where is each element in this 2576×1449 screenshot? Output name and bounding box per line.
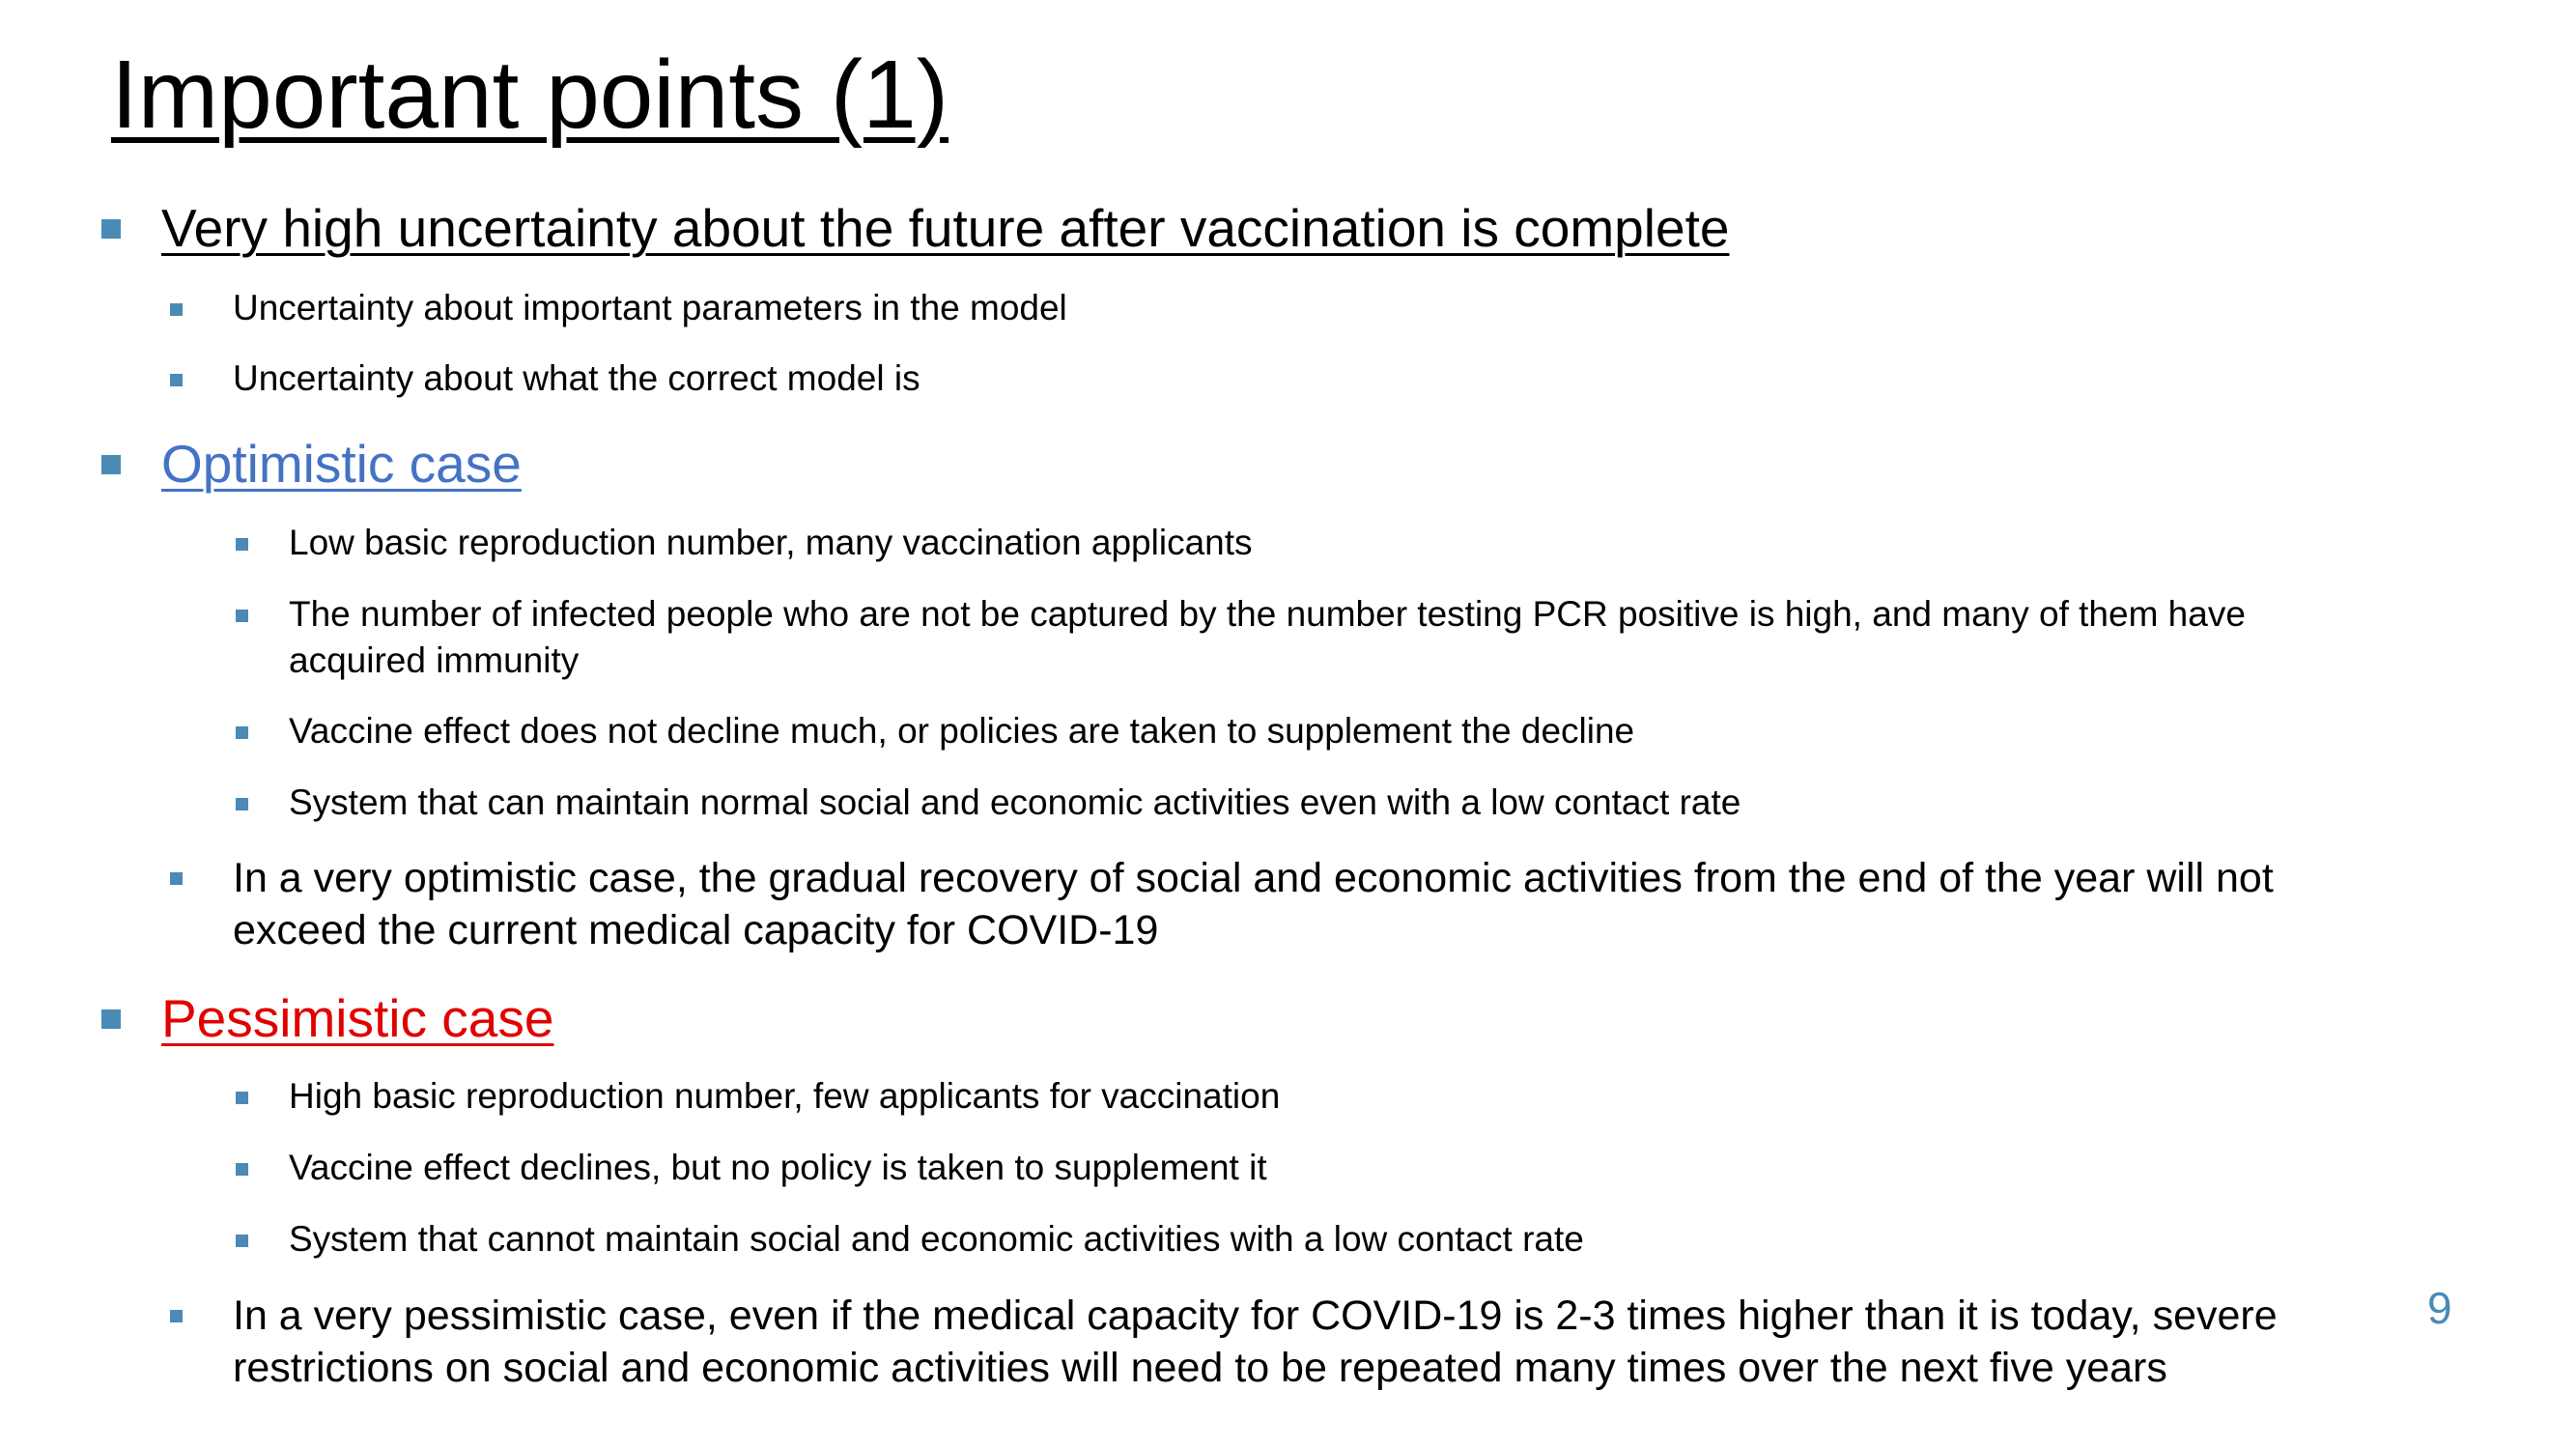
list-item-text: System that cannot maintain social and economic activities with a low contact rate (289, 1219, 1584, 1259)
pessimistic-summary-line2: restrictions on social and economic activities will need to be repeated many times over the next five years (233, 1345, 2167, 1391)
heading-uncertainty-text: Very high uncertainty about the future after vaccination is complete (161, 198, 1730, 258)
square-bullet-icon (236, 798, 248, 810)
square-bullet-icon (170, 872, 183, 885)
list-item-text: Uncertainty about important parameters in the model (233, 288, 1067, 327)
square-bullet-icon (170, 1310, 183, 1322)
list-item-text: Vaccine effect does not decline much, or policies are taken to supplement the decline (289, 711, 1635, 751)
square-bullet-icon (170, 303, 183, 316)
heading-pessimistic-text: Pessimistic case (161, 988, 554, 1048)
slide-title: Important points (1) (111, 41, 949, 149)
list-item-text: System that can maintain normal social and economic activities even with a low contact rate (289, 782, 1741, 822)
square-bullet-icon (236, 610, 248, 622)
list-item-text: Vaccine effect declines, but no policy is taken to supplement it (289, 1148, 1267, 1187)
square-bullet-icon (236, 1163, 248, 1176)
optimistic-summary-line2: exceed the current medical capacity for COVID-19 (233, 907, 1159, 953)
list-item-text: acquired immunity (289, 640, 580, 680)
square-bullet-icon (101, 455, 121, 474)
list-item-text: The number of infected people who are not be captured by the number testing PCR positive is high, and many of them have (289, 594, 2246, 634)
optimistic-summary-line1: In a very optimistic case, the gradual recovery of social and economic activities from the end of the year will not (233, 855, 2274, 901)
square-bullet-icon (236, 538, 248, 551)
square-bullet-icon (236, 1235, 248, 1247)
square-bullet-icon (101, 219, 121, 239)
list-item-text: Uncertainty about what the correct model is (233, 358, 920, 398)
pessimistic-summary-line1: In a very pessimistic case, even if the medical capacity for COVID-19 is 2-3 times higher than it is today, severe (233, 1293, 2278, 1339)
square-bullet-icon (236, 1092, 248, 1104)
list-item-text: High basic reproduction number, few applicants for vaccination (289, 1076, 1281, 1116)
list-item-text: Low basic reproduction number, many vaccination applicants (289, 523, 1253, 562)
square-bullet-icon (170, 374, 183, 386)
heading-optimistic-text: Optimistic case (161, 434, 522, 494)
square-bullet-icon (101, 1009, 121, 1029)
square-bullet-icon (236, 726, 248, 739)
page-number: 9 (2427, 1283, 2452, 1333)
